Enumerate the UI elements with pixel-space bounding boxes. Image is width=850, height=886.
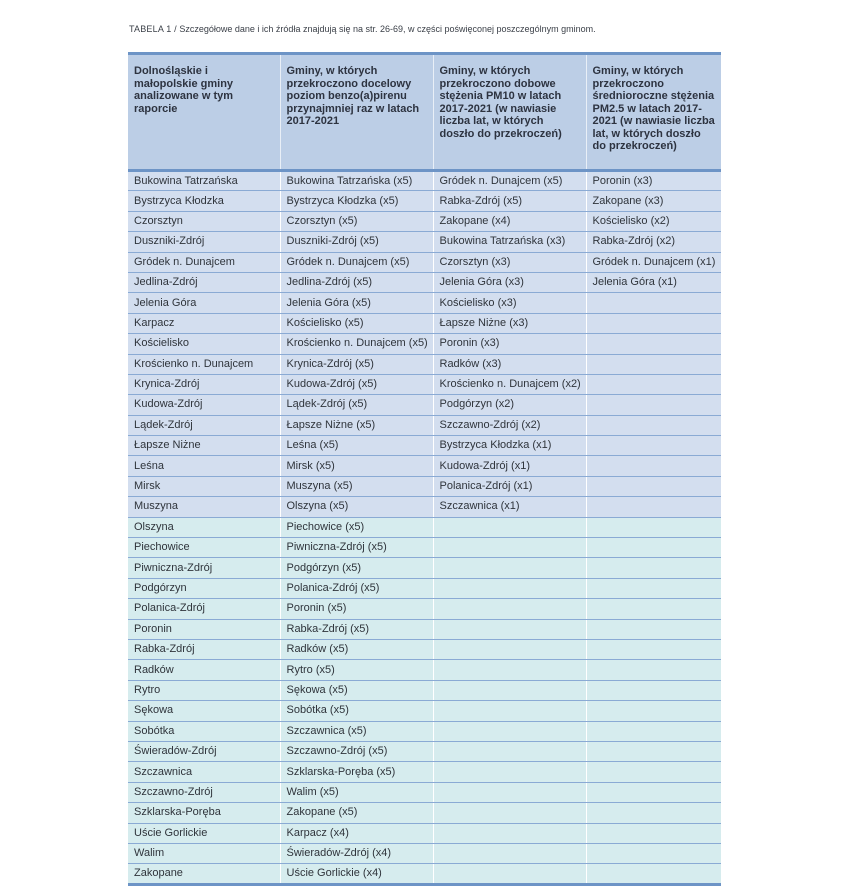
table-row [128, 619, 721, 639]
cell-pm25: Kościelisko (x2) [586, 211, 721, 231]
cell-municipality: Sobótka [128, 721, 280, 741]
table-row [128, 864, 721, 884]
cell-benzo-a-pyrene: Rabka-Zdrój (x5) [280, 619, 433, 639]
cell-pm10 [433, 782, 586, 802]
table-row [128, 741, 721, 761]
cell-pm10: Łapsze Niżne (x3) [433, 313, 586, 333]
table-row [128, 538, 721, 558]
cell-pm25 [586, 823, 721, 843]
cell-pm10 [433, 741, 586, 761]
cell-pm10: Bukowina Tatrzańska (x3) [433, 232, 586, 252]
cell-pm10 [433, 762, 586, 782]
cell-pm10: Kościelisko (x3) [433, 293, 586, 313]
cell-benzo-a-pyrene: Jelenia Góra (x5) [280, 293, 433, 313]
table-row [128, 782, 721, 802]
cell-municipality: Kościelisko [128, 334, 280, 354]
cell-pm10 [433, 680, 586, 700]
cell-pm10: Polanica-Zdrój (x1) [433, 476, 586, 496]
cell-municipality: Łapsze Niżne [128, 436, 280, 456]
table-row [128, 497, 721, 517]
cell-pm25: Rabka-Zdrój (x2) [586, 232, 721, 252]
table-row [128, 334, 721, 354]
cell-municipality: Jedlina-Zdrój [128, 272, 280, 292]
cell-pm25 [586, 803, 721, 823]
cell-benzo-a-pyrene: Kudowa-Zdrój (x5) [280, 374, 433, 394]
cell-benzo-a-pyrene: Leśna (x5) [280, 436, 433, 456]
cell-pm10 [433, 864, 586, 884]
cell-pm25 [586, 701, 721, 721]
cell-benzo-a-pyrene: Sobótka (x5) [280, 701, 433, 721]
table-header [128, 54, 721, 171]
cell-pm25 [586, 843, 721, 863]
cell-pm10 [433, 599, 586, 619]
header-benzo-a-pyrene: Gminy, w których przekroczono docelowy poziom benzo(a)pirenu przynajmniej raz w latach 2017-2021 [280, 54, 433, 171]
cell-pm25 [586, 680, 721, 700]
cell-pm10 [433, 803, 586, 823]
cell-municipality: Walim [128, 843, 280, 863]
cell-municipality: Podgórzyn [128, 578, 280, 598]
cell-pm10 [433, 619, 586, 639]
cell-municipality: Kudowa-Zdrój [128, 395, 280, 415]
table-row [128, 680, 721, 700]
cell-pm25 [586, 762, 721, 782]
cell-benzo-a-pyrene: Szczawnica (x5) [280, 721, 433, 741]
table-row [128, 701, 721, 721]
cell-pm25 [586, 578, 721, 598]
cell-pm25 [586, 517, 721, 537]
table-row [128, 252, 721, 272]
cell-municipality: Rytro [128, 680, 280, 700]
cell-benzo-a-pyrene: Szczawno-Zdrój (x5) [280, 741, 433, 761]
cell-municipality: Świeradów-Zdrój [128, 741, 280, 761]
header-pm10-daily: Gminy, w których przekroczono dobowe stężenia PM10 w latach 2017-2021 (w nawiasie liczba lat, w których doszło do przekroczeń) [433, 54, 586, 171]
cell-municipality: Duszniki-Zdrój [128, 232, 280, 252]
table-row [128, 639, 721, 659]
cell-pm25 [586, 313, 721, 333]
cell-pm25 [586, 497, 721, 517]
cell-municipality: Piechowice [128, 538, 280, 558]
cell-pm10: Krościenko n. Dunajcem (x2) [433, 374, 586, 394]
table-row [128, 762, 721, 782]
header-pm25-annual: Gminy, w których przekroczono średnioroczne stężenia PM2.5 w latach 2017-2021 (w nawiasie liczba lat, w których doszło do przekroczeń) [592, 65, 715, 152]
cell-pm10 [433, 558, 586, 578]
cell-benzo-a-pyrene: Duszniki-Zdrój (x5) [280, 232, 433, 252]
cell-municipality: Krościenko n. Dunajcem [128, 354, 280, 374]
table-row [128, 558, 721, 578]
cell-municipality: Czorsztyn [128, 211, 280, 231]
table-row [128, 211, 721, 231]
cell-benzo-a-pyrene: Czorsztyn (x5) [280, 211, 433, 231]
cell-benzo-a-pyrene: Krynica-Zdrój (x5) [280, 354, 433, 374]
cell-municipality: Lądek-Zdrój [128, 415, 280, 435]
cell-pm10: Podgórzyn (x2) [433, 395, 586, 415]
cell-benzo-a-pyrene: Rytro (x5) [280, 660, 433, 680]
cell-municipality: Bukowina Tatrzańska [128, 171, 280, 191]
table-row [128, 456, 721, 476]
table-row [128, 191, 721, 211]
cell-municipality: Zakopane [128, 864, 280, 884]
cell-municipality: Poronin [128, 619, 280, 639]
cell-pm10: Czorsztyn (x3) [433, 252, 586, 272]
cell-benzo-a-pyrene: Krościenko n. Dunajcem (x5) [280, 334, 433, 354]
cell-pm25 [586, 558, 721, 578]
cell-municipality: Polanica-Zdrój [128, 599, 280, 619]
cell-pm10: Gródek n. Dunajcem (x5) [433, 171, 586, 191]
table-row [128, 293, 721, 313]
cell-pm10: Bystrzyca Kłodzka (x1) [433, 436, 586, 456]
cell-pm10 [433, 701, 586, 721]
cell-municipality: Szklarska-Poręba [128, 803, 280, 823]
cell-municipality: Szczawnica [128, 762, 280, 782]
cell-municipality: Bystrzyca Kłodzka [128, 191, 280, 211]
cell-benzo-a-pyrene: Polanica-Zdrój (x5) [280, 578, 433, 598]
table-row [128, 823, 721, 843]
cell-pm10 [433, 538, 586, 558]
table-row [128, 232, 721, 252]
cell-benzo-a-pyrene: Jedlina-Zdrój (x5) [280, 272, 433, 292]
cell-pm25 [586, 599, 721, 619]
cell-pm25 [586, 741, 721, 761]
cell-pm25 [586, 395, 721, 415]
table-row [128, 395, 721, 415]
cell-benzo-a-pyrene: Piechowice (x5) [280, 517, 433, 537]
cell-pm10: Radków (x3) [433, 354, 586, 374]
table-row [128, 843, 721, 863]
cell-municipality: Muszyna [128, 497, 280, 517]
cell-benzo-a-pyrene: Sękowa (x5) [280, 680, 433, 700]
table-row [128, 415, 721, 435]
caption-text: Szczegółowe dane i ich źródła znajdują się na str. 26-69, w części poświęconej poszczególnym gminom. [179, 24, 596, 34]
cell-municipality: Rabka-Zdrój [128, 639, 280, 659]
cell-municipality: Mirsk [128, 476, 280, 496]
table-body [128, 171, 721, 885]
cell-municipality: Szczawno-Zdrój [128, 782, 280, 802]
caption-label: TABELA 1 / [129, 24, 177, 34]
table-row [128, 660, 721, 680]
cell-pm25 [586, 721, 721, 741]
cell-pm10 [433, 843, 586, 863]
cell-pm10 [433, 721, 586, 741]
cell-benzo-a-pyrene: Bukowina Tatrzańska (x5) [280, 171, 433, 191]
cell-benzo-a-pyrene: Poronin (x5) [280, 599, 433, 619]
header-row [128, 54, 721, 171]
cell-pm10: Kudowa-Zdrój (x1) [433, 456, 586, 476]
cell-benzo-a-pyrene: Szklarska-Poręba (x5) [280, 762, 433, 782]
cell-benzo-a-pyrene: Radków (x5) [280, 639, 433, 659]
cell-pm10 [433, 517, 586, 537]
cell-pm10 [433, 639, 586, 659]
cell-municipality: Uście Gorlickie [128, 823, 280, 843]
table-row [128, 578, 721, 598]
table-row [128, 721, 721, 741]
cell-benzo-a-pyrene: Mirsk (x5) [280, 456, 433, 476]
table-row [128, 803, 721, 823]
cell-pm25: Gródek n. Dunajcem (x1) [586, 252, 721, 272]
cell-pm25 [586, 374, 721, 394]
municipalities-table [128, 52, 721, 886]
table-row [128, 476, 721, 496]
cell-benzo-a-pyrene: Łapsze Niżne (x5) [280, 415, 433, 435]
table-caption [129, 23, 729, 35]
cell-municipality: Piwniczna-Zdrój [128, 558, 280, 578]
cell-benzo-a-pyrene: Gródek n. Dunajcem (x5) [280, 252, 433, 272]
cell-benzo-a-pyrene: Muszyna (x5) [280, 476, 433, 496]
table-row [128, 313, 721, 333]
cell-pm10 [433, 578, 586, 598]
cell-pm25 [586, 864, 721, 884]
cell-pm10: Zakopane (x4) [433, 211, 586, 231]
table-row [128, 272, 721, 292]
cell-benzo-a-pyrene: Karpacz (x4) [280, 823, 433, 843]
cell-municipality: Sękowa [128, 701, 280, 721]
cell-benzo-a-pyrene: Świeradów-Zdrój (x4) [280, 843, 433, 863]
cell-benzo-a-pyrene: Walim (x5) [280, 782, 433, 802]
cell-pm10 [433, 660, 586, 680]
cell-municipality: Krynica-Zdrój [128, 374, 280, 394]
cell-pm25 [586, 415, 721, 435]
cell-pm10: Szczawnica (x1) [433, 497, 586, 517]
table-row [128, 171, 721, 191]
table-row [128, 354, 721, 374]
cell-benzo-a-pyrene: Podgórzyn (x5) [280, 558, 433, 578]
table-row [128, 517, 721, 537]
table-row [128, 374, 721, 394]
cell-municipality: Karpacz [128, 313, 280, 333]
cell-pm25 [586, 354, 721, 374]
cell-pm25 [586, 639, 721, 659]
cell-benzo-a-pyrene: Piwniczna-Zdrój (x5) [280, 538, 433, 558]
cell-pm10: Poronin (x3) [433, 334, 586, 354]
cell-pm10: Rabka-Zdrój (x5) [433, 191, 586, 211]
table-row [128, 599, 721, 619]
cell-municipality: Radków [128, 660, 280, 680]
cell-pm10: Jelenia Góra (x3) [433, 272, 586, 292]
header-analyzed-municipalities: Dolnośląskie i małopolskie gminy analizowane w tym raporcie [128, 54, 280, 171]
cell-benzo-a-pyrene: Kościelisko (x5) [280, 313, 433, 333]
cell-municipality: Jelenia Góra [128, 293, 280, 313]
cell-pm25 [586, 782, 721, 802]
cell-benzo-a-pyrene: Olszyna (x5) [280, 497, 433, 517]
cell-pm25: Jelenia Góra (x1) [586, 272, 721, 292]
cell-pm25: Poronin (x3) [586, 171, 721, 191]
cell-pm25 [586, 619, 721, 639]
cell-benzo-a-pyrene: Bystrzyca Kłodzka (x5) [280, 191, 433, 211]
cell-pm25 [586, 660, 721, 680]
cell-pm25 [586, 334, 721, 354]
cell-municipality: Leśna [128, 456, 280, 476]
table-row [128, 436, 721, 456]
cell-pm25 [586, 456, 721, 476]
cell-municipality: Olszyna [128, 517, 280, 537]
cell-municipality: Gródek n. Dunajcem [128, 252, 280, 272]
cell-benzo-a-pyrene: Lądek-Zdrój (x5) [280, 395, 433, 415]
cell-benzo-a-pyrene: Uście Gorlickie (x4) [280, 864, 433, 884]
cell-pm25 [586, 293, 721, 313]
cell-pm10: Szczawno-Zdrój (x2) [433, 415, 586, 435]
cell-pm25 [586, 476, 721, 496]
cell-benzo-a-pyrene: Zakopane (x5) [280, 803, 433, 823]
cell-pm25 [586, 436, 721, 456]
cell-pm25: Zakopane (x3) [586, 191, 721, 211]
cell-pm10 [433, 823, 586, 843]
cell-pm25 [586, 538, 721, 558]
